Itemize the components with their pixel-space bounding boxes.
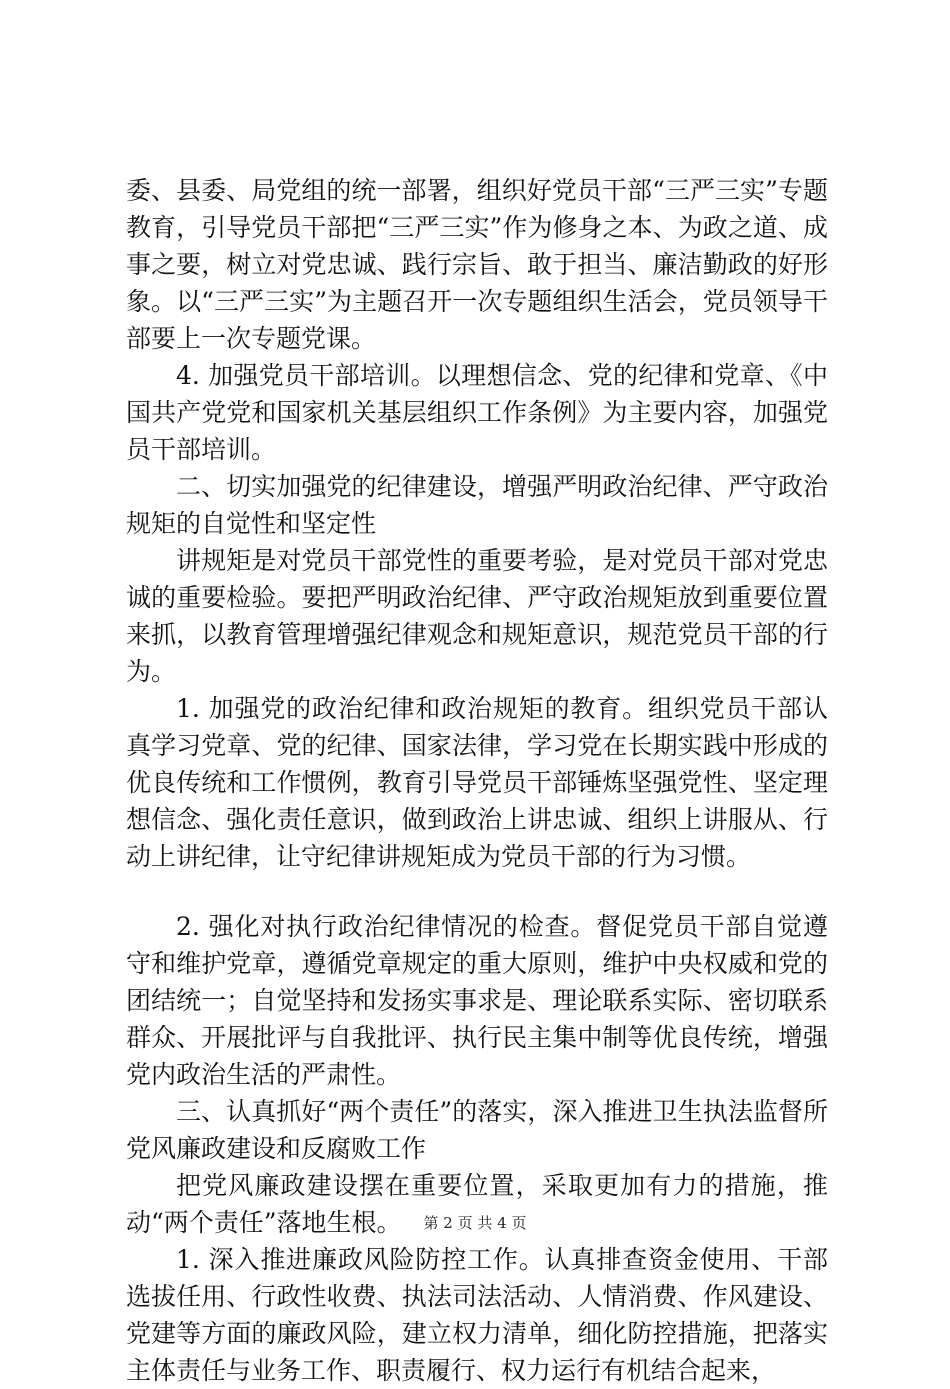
paragraph-item-1-education: 1. 加强党的政治纪律和政治规矩的教育。组织党员干部认真学习党章、党的纪律、国家法律，学习党在长期实践中形成的优良传统和工作惯例，教育引导党员干部锤炼坚强党性、坚定理想信念、强化责任意识，做到政治上讲忠诚、组织上讲服从、行动上讲纪律，让守纪律讲规矩成为党员干部的行为习惯。 [126, 694, 828, 871]
section-heading-2: 二、切实加强党的纪律建设，增强严明政治纪律、严守政治规矩的自觉性和坚定性 [126, 472, 828, 538]
paragraph-item-1-risk-control: 1. 深入推进廉政风险防控工作。认真排查资金使用、干部选拔任用、行政性收费、执法司法活动、人情消费、作风建设、党建等方面的廉政风险，建立权力清单，细化防控措施，把落实主体责任与业务工作、职责履行、权力运行有机结合起来， [126, 1245, 828, 1385]
paragraph-item-2-inspection: 2. 强化对执行政治纪律情况的检查。督促党员干部自觉遵守和维护党章，遵循党章规定的重大原则，维护中央权威和党的团结统一；自觉坚持和发扬实事求是、理论联系实际、密切联系群众、开展批评与自我批评、执行民主集中制等优良传统，增强党内政治生活的严肃性。 [126, 912, 828, 1089]
paragraph-item-4-training: 4. 加强党员干部培训。以理想信念、党的纪律和党章、《中国共产党党和国家机关基层组织工作条例》为主要内容，加强党员干部培训。 [126, 361, 828, 464]
paragraph-continuation: 委、县委、局党组的统一部署，组织好党员干部“三严三实”专题教育，引导党员干部把“三严三实”作为修身之本、为政之道、成事之要，树立对党忠诚、践行宗旨、敢于担当、廉洁勤政的好形象。以“三严三实”为主题召开一次专题组织生活会，党员领导干部要上一次专题党课。 [126, 176, 828, 353]
document-body [126, 172, 828, 1389]
section-heading-3: 三、认真抓好“两个责任”的落实，深入推进卫生执法监督所党风廉政建设和反腐败工作 [126, 1097, 828, 1163]
paragraph-section-2-intro: 讲规矩是对党员干部党性的重要考验，是对党员干部对党忠诚的重要检验。要把严明政治纪律、严守政治规矩放到重要位置来抓，以教育管理增强纪律观念和规矩意识，规范党员干部的行为。 [126, 546, 828, 686]
paragraph-section-3-intro: 把党风廉政建设摆在重要位置，采取更加有力的措施，推动“两个责任”落地生根。 [126, 1171, 828, 1237]
page-number-footer: 第 2 页 共 4 页 [423, 1214, 527, 1232]
